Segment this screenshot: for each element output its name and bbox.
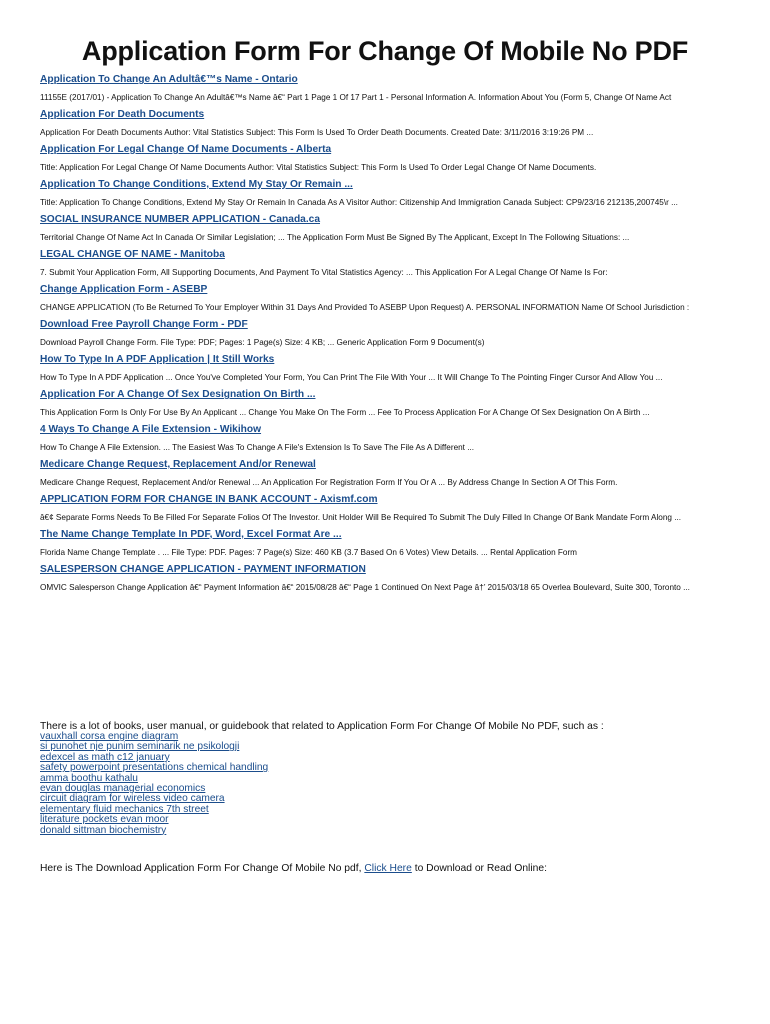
page-title: Application Form For Change Of Mobile No PDF — [81, 36, 689, 66]
result-item — [40, 318, 735, 348]
related-book-link[interactable]: edexcel as math c12 january — [40, 751, 170, 763]
result-snippet: 11155E (2017/01) - Application To Change An Adultâ€™s Name â€“ Part 1 Page 1 Of 17 Part 1 - Personal Information A. Information About You (Form 5, Change Of Name Act — [40, 93, 672, 102]
result-item — [40, 423, 735, 453]
download-suffix: to Download or Read Online: — [414, 863, 547, 875]
result-title-link[interactable]: 4 Ways To Change A File Extension - Wikihow — [40, 424, 262, 435]
result-snippet: How To Change A File Extension. ... The Easiest Was To Change A File's Extension Is To Save The File As A Different ... — [40, 443, 475, 452]
result-item — [40, 528, 735, 558]
related-books-intro: There is a lot of books, user manual, or guidebook that related to Application Form For Change Of Mobile No PDF, such as : — [40, 721, 604, 733]
result-title-link[interactable]: Change Application Form - ASEBP — [40, 284, 208, 295]
result-title-link[interactable]: Medicare Change Request, Replacement And/or Renewal — [40, 459, 316, 470]
download-prefix: Here is The Download Application Form For Change Of Mobile No pdf, — [40, 863, 362, 875]
download-line — [40, 863, 740, 874]
result-snippet: Application For Death Documents Author: Vital Statistics Subject: This Form Is Used To Order Death Documents. Created Date: 3/11/2016 3:19:26 PM ... — [40, 128, 594, 137]
result-item — [40, 563, 735, 593]
result-title-link[interactable]: SALESPERSON CHANGE APPLICATION - PAYMENT INFORMATION — [40, 564, 366, 575]
result-snippet: Territorial Change Of Name Act In Canada Or Similar Legislation; ... The Application Form Must Be Signed By The Applicant, Except In The Following Situations: ... — [40, 233, 630, 242]
result-item — [40, 458, 735, 488]
result-snippet: Title: Application To Change Conditions, Extend My Stay Or Remain In Canada As A Visitor Author: Citizenship And Immigration Canada Subject: CP9/23/16 212135,200745\r ... — [40, 198, 678, 207]
result-snippet: OMVIC Salesperson Change Application â€“ Payment Information â€“ 2015/08/28 â€“ Page 1 Continued On Next Page â†’ 2015/03/18 65 Overlea Boulevard, Suite 300, Toronto ... — [40, 583, 690, 592]
related-book-link[interactable]: si punohet nje punim seminarik ne psikologji — [40, 741, 240, 753]
related-books-list — [40, 732, 268, 836]
result-item — [40, 73, 735, 103]
result-snippet: Title: Application For Legal Change Of Name Documents Author: Vital Statistics Subject: This Form Is Used To Order Legal Change Of Name Documents. — [40, 163, 597, 172]
result-snippet: Medicare Change Request, Replacement And/or Renewal ... An Application For Registration Form If You Or A ... By Address Change In Section A Of This Form. — [40, 478, 618, 487]
related-book-link[interactable]: vauxhall corsa engine diagram — [40, 731, 179, 742]
result-snippet: Florida Name Change Template . ... File Type: PDF. Pages: 7 Page(s) Size: 460 KB (3.7 Based On 6 Votes) View Details. ... Rental Application Form — [40, 548, 577, 557]
result-title-link[interactable]: SOCIAL INSURANCE NUMBER APPLICATION - Canada.ca — [40, 214, 320, 225]
result-item — [40, 108, 735, 138]
result-snippet: â€¢ Separate Forms Needs To Be Filled For Separate Folios Of The Investor. Unit Holder Will Be Required To Submit The Duly Filled In Change Of Bank Mandate Form Along ... — [40, 513, 682, 522]
result-title-link[interactable]: The Name Change Template In PDF, Word, Excel Format Are ... — [40, 529, 342, 540]
result-title-link[interactable]: Application To Change An Adultâ€™s Name - Ontario — [40, 74, 298, 85]
result-snippet: CHANGE APPLICATION (To Be Returned To Your Employer Within 31 Days And Provided To ASEBP Upon Request) A. PERSONAL INFORMATION Name Of School Jurisdiction : — [40, 303, 690, 312]
result-item — [40, 213, 735, 243]
result-title-link[interactable]: How To Type In A PDF Application | It Still Works — [40, 354, 275, 365]
related-book-link[interactable]: circuit diagram for wireless video camera — [40, 793, 225, 805]
related-book-link[interactable]: evan douglas managerial economics — [40, 783, 206, 795]
results-list — [40, 68, 735, 598]
result-item — [40, 283, 735, 313]
result-snippet: Download Payroll Change Form. File Type: PDF; Pages: 1 Page(s) Size: 4 KB; ... Generic Application Form 9 Document(s) — [40, 338, 485, 347]
result-title-link[interactable]: APPLICATION FORM FOR CHANGE IN BANK ACCOUNT - Axismf.com — [40, 494, 378, 505]
result-snippet: How To Type In A PDF Application ... Once You've Completed Your Form, You Can Print The File With Your ... It Will Change To The Pointing Finger Cursor And Allow You ... — [40, 373, 663, 382]
related-book-link[interactable]: donald sittman biochemistry — [40, 824, 167, 836]
result-title-link[interactable]: LEGAL CHANGE OF NAME - Manitoba — [40, 249, 225, 260]
result-title-link[interactable]: Application For Death Documents — [40, 109, 205, 120]
result-snippet: 7. Submit Your Application Form, All Supporting Documents, And Payment To Vital Statistics Agency: ... This Application For A Legal Change Of Name Is For: — [40, 268, 608, 277]
related-book-link[interactable]: amma boothu kathalu — [40, 772, 138, 784]
related-book-link[interactable]: safety powerpoint presentations chemical handling — [40, 762, 269, 774]
result-title-link[interactable]: Application For Legal Change Of Name Documents - Alberta — [40, 144, 332, 155]
result-snippet: This Application Form Is Only For Use By An Applicant ... Change You Make On The Form ... Fee To Process Application For A Change Of Sex Designation On A Birth ... — [40, 408, 650, 417]
result-item — [40, 353, 735, 383]
click-here-link[interactable]: Click Here — [364, 863, 412, 875]
result-title-link[interactable]: Application For A Change Of Sex Designation On Birth ... — [40, 389, 316, 400]
related-book-link[interactable]: literature pockets evan moor — [40, 814, 169, 826]
result-item — [40, 178, 735, 208]
list-item — [40, 826, 268, 836]
result-item — [40, 143, 735, 173]
related-book-link[interactable]: elementary fluid mechanics 7th street — [40, 803, 209, 815]
result-item — [40, 493, 735, 523]
result-item — [40, 248, 735, 278]
result-item — [40, 388, 735, 418]
result-title-link[interactable]: Application To Change Conditions, Extend My Stay Or Remain ... — [40, 179, 353, 190]
result-title-link[interactable]: Download Free Payroll Change Form - PDF — [40, 319, 248, 330]
